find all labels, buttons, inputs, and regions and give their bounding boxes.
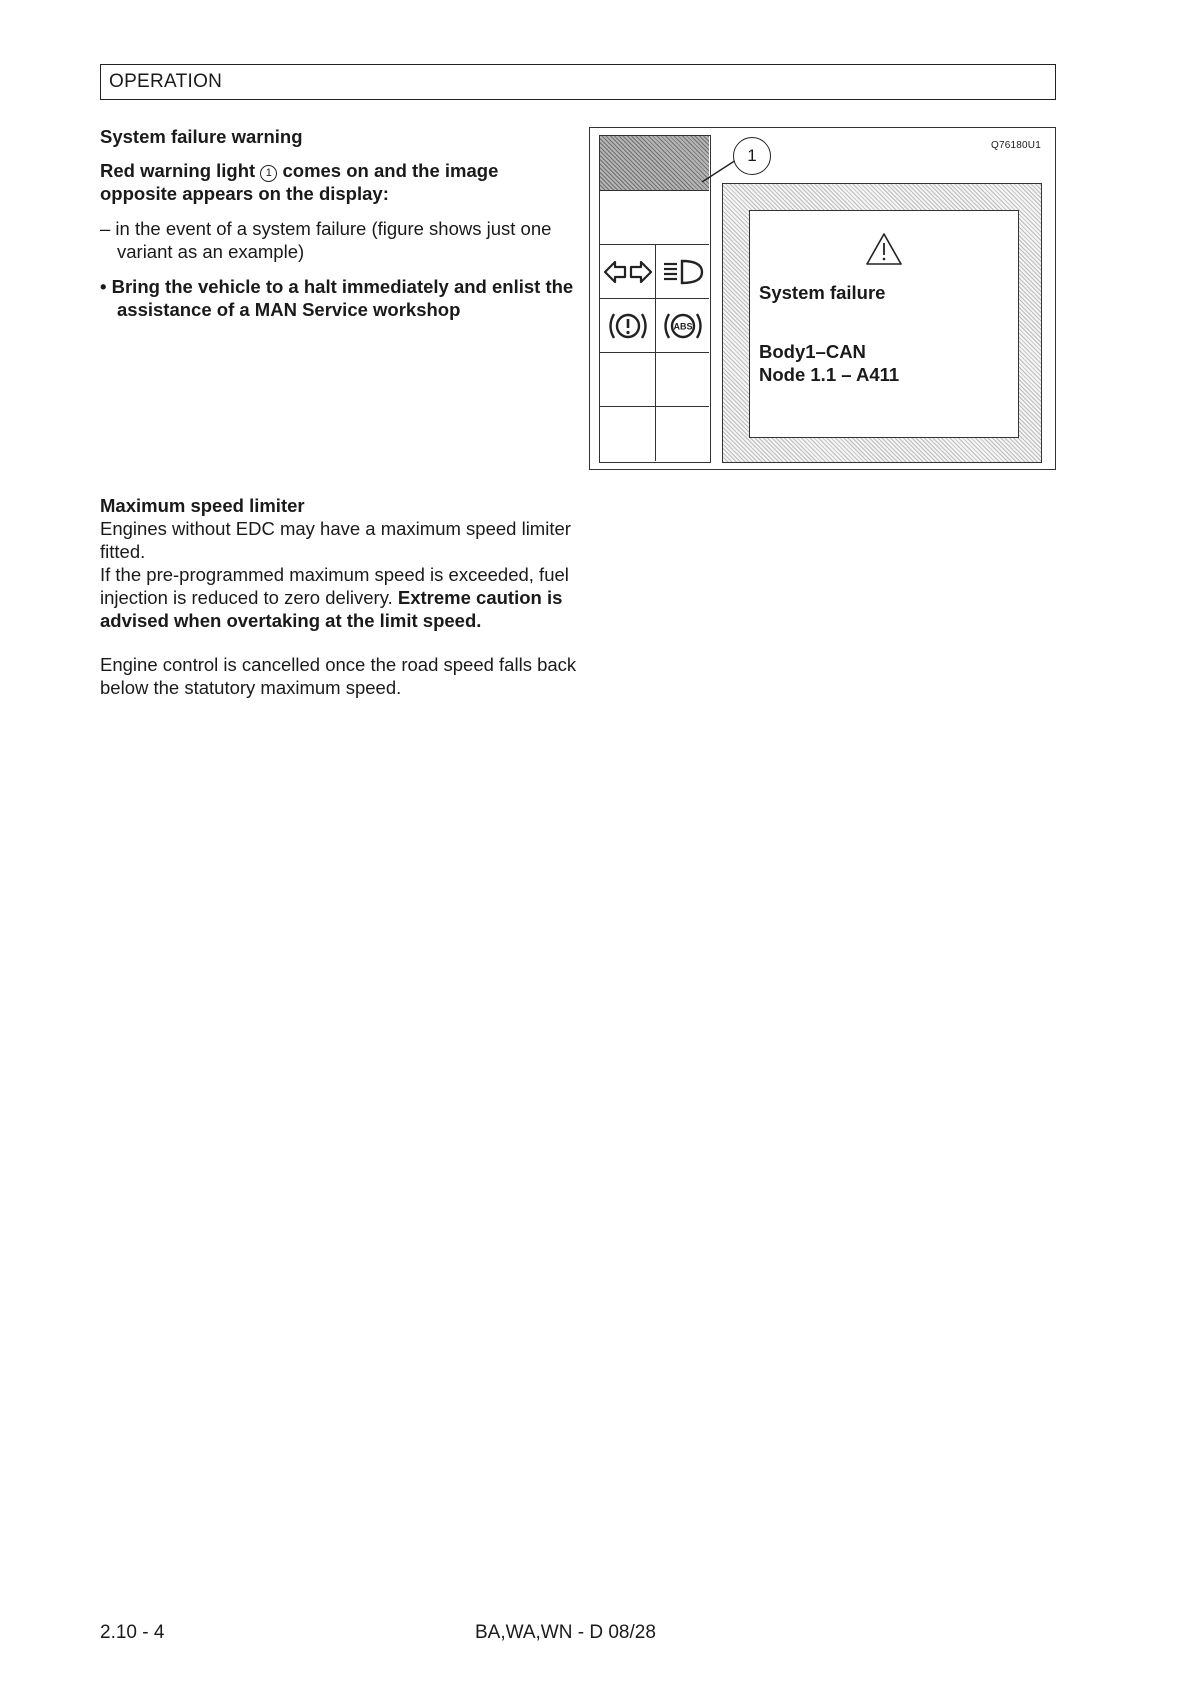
system-failure-heading: System failure warning <box>100 126 303 147</box>
headlight-icon <box>658 255 708 289</box>
para2-plain: If the pre-programmed maximum speed is exceeded, fuel injection is reduced to zero delivery. <box>100 564 569 608</box>
callout-marker-icon: 1 <box>260 165 277 182</box>
turn-signal-arrows-icon <box>603 255 653 289</box>
lead-part2: comes on and the image opposite appears on the display: <box>100 160 499 204</box>
para2-bold: Extreme caution is advised when overtaking at the limit speed. <box>100 587 563 631</box>
document-code: BA,WA,WN - D 08/28 <box>475 1622 656 1643</box>
display-frame <box>722 183 1042 463</box>
brake-warning-icon <box>603 308 653 344</box>
speed-limiter-para1: Engines without EDC may have a maximum speed limiter fitted. <box>100 518 571 562</box>
abs-icon <box>658 308 708 344</box>
lead-part1: Red warning light <box>100 160 256 181</box>
section-title: OPERATION <box>109 71 223 92</box>
strip-blank-cell <box>600 191 709 245</box>
display-figure <box>589 127 1056 470</box>
speed-limiter-section <box>100 494 590 699</box>
figure-code: Q76180U1 <box>991 140 1041 151</box>
page-number: 2.10 - 4 <box>100 1622 165 1643</box>
bullet-item: • Bring the vehicle to a halt immediately and enlist the assistance of a MAN Service workshop <box>100 276 574 320</box>
warning-triangle-icon <box>864 231 904 267</box>
section-header <box>100 64 1056 100</box>
abs-label: ABS <box>673 321 693 332</box>
speed-limiter-para2 <box>100 563 590 632</box>
dash-item: – in the event of a system failure (figure shows just one variant as an example) <box>100 218 552 262</box>
system-failure-lead <box>100 159 580 205</box>
display-screen <box>749 210 1019 438</box>
display-line-can: Body1–CAN <box>759 341 866 362</box>
speed-limiter-para3: Engine control is cancelled once the road speed falls back below the statutory maximum speed. <box>100 654 577 698</box>
display-line-system-failure: System failure <box>759 282 886 303</box>
strip-divider <box>655 245 656 461</box>
system-failure-section <box>100 125 580 321</box>
red-warning-light <box>600 136 709 191</box>
callout-number: 1 <box>733 137 771 175</box>
warning-light-strip <box>599 135 711 463</box>
display-line-node: Node 1.1 – A411 <box>759 364 900 385</box>
speed-limiter-heading: Maximum speed limiter <box>100 495 305 516</box>
